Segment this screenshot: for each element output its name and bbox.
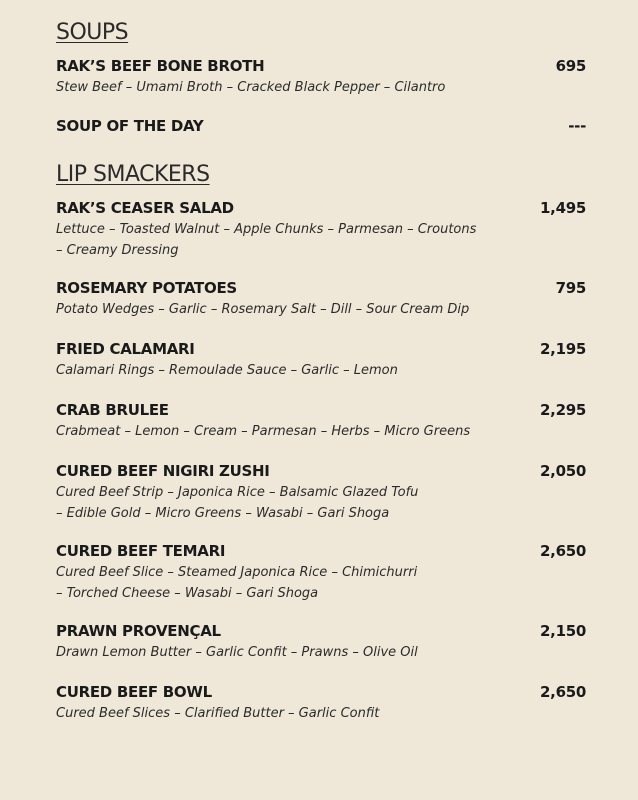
item-name: CURED BEEF NIGIRI ZUSHI	[56, 462, 270, 480]
item-description	[56, 482, 526, 524]
item-price: 695	[555, 57, 586, 75]
item-price: 2,650	[540, 683, 586, 701]
item-description: Drawn Lemon Butter – Garlic Confit – Prawns – Olive Oil	[56, 645, 418, 660]
item-description: Stew Beef – Umami Broth – Cracked Black Pepper – Cilantro	[56, 80, 446, 95]
item-price: 2,150	[540, 622, 586, 640]
item-name: FRIED CALAMARI	[56, 340, 195, 358]
item-name: ROSEMARY POTATOES	[56, 279, 237, 297]
item-description	[56, 562, 526, 604]
item-name: CURED BEEF BOWL	[56, 683, 212, 701]
section-title-soups: SOUPS	[56, 20, 129, 45]
menu-item-prawn-provencal	[56, 621, 586, 663]
item-description-line: Cured Beef Strip – Japonica Rice – Balsamic Glazed Tofu	[56, 485, 419, 500]
menu-item-cured-beef-temari	[56, 541, 586, 604]
item-price: 2,195	[540, 340, 586, 358]
menu-item-ceaser-salad	[56, 198, 586, 261]
menu-item-crab-brulee	[56, 400, 586, 442]
item-description: Calamari Rings – Remoulade Sauce – Garlic – Lemon	[56, 363, 398, 378]
menu-page	[56, 20, 586, 724]
item-price: ---	[568, 117, 586, 135]
item-name: RAK’S BEEF BONE BROTH	[56, 57, 265, 75]
menu-item-rosemary-potatoes	[56, 278, 586, 320]
item-description-line: – Creamy Dressing	[56, 243, 179, 258]
item-price: 2,650	[540, 542, 586, 560]
item-description-line: – Torched Cheese – Wasabi – Gari Shoga	[56, 586, 319, 601]
item-name: CRAB BRULEE	[56, 401, 169, 419]
item-description-line: Lettuce – Toasted Walnut – Apple Chunks – Parmesan – Croutons	[56, 222, 477, 237]
item-name: RAK’S CEASER SALAD	[56, 199, 234, 217]
item-name: CURED BEEF TEMARI	[56, 542, 226, 560]
item-description-line: Cured Beef Slice – Steamed Japonica Rice – Chimichurri	[56, 565, 418, 580]
section-title-lip-smackers: LIP SMACKERS	[56, 162, 210, 187]
item-name: PRAWN PROVENÇAL	[56, 622, 221, 640]
menu-item-fried-calamari	[56, 339, 586, 381]
menu-item-cured-beef-bowl	[56, 682, 586, 724]
menu-item-nigiri-zushi	[56, 461, 586, 524]
item-price: 2,295	[540, 401, 586, 419]
item-description: Potato Wedges – Garlic – Rosemary Salt – Dill – Sour Cream Dip	[56, 302, 470, 317]
item-price: 1,495	[540, 199, 586, 217]
item-description	[56, 219, 526, 261]
item-description: Cured Beef Slices – Clarified Butter – Garlic Confit	[56, 706, 380, 721]
item-description: Crabmeat – Lemon – Cream – Parmesan – Herbs – Micro Greens	[56, 424, 471, 439]
item-price: 2,050	[540, 462, 586, 480]
item-name: SOUP OF THE DAY	[56, 117, 204, 135]
menu-item-beef-bone-broth	[56, 56, 586, 98]
item-price: 795	[555, 279, 586, 297]
menu-item-soup-of-the-day	[56, 116, 586, 136]
item-description-line: – Edible Gold – Micro Greens – Wasabi – Gari Shoga	[56, 506, 390, 521]
